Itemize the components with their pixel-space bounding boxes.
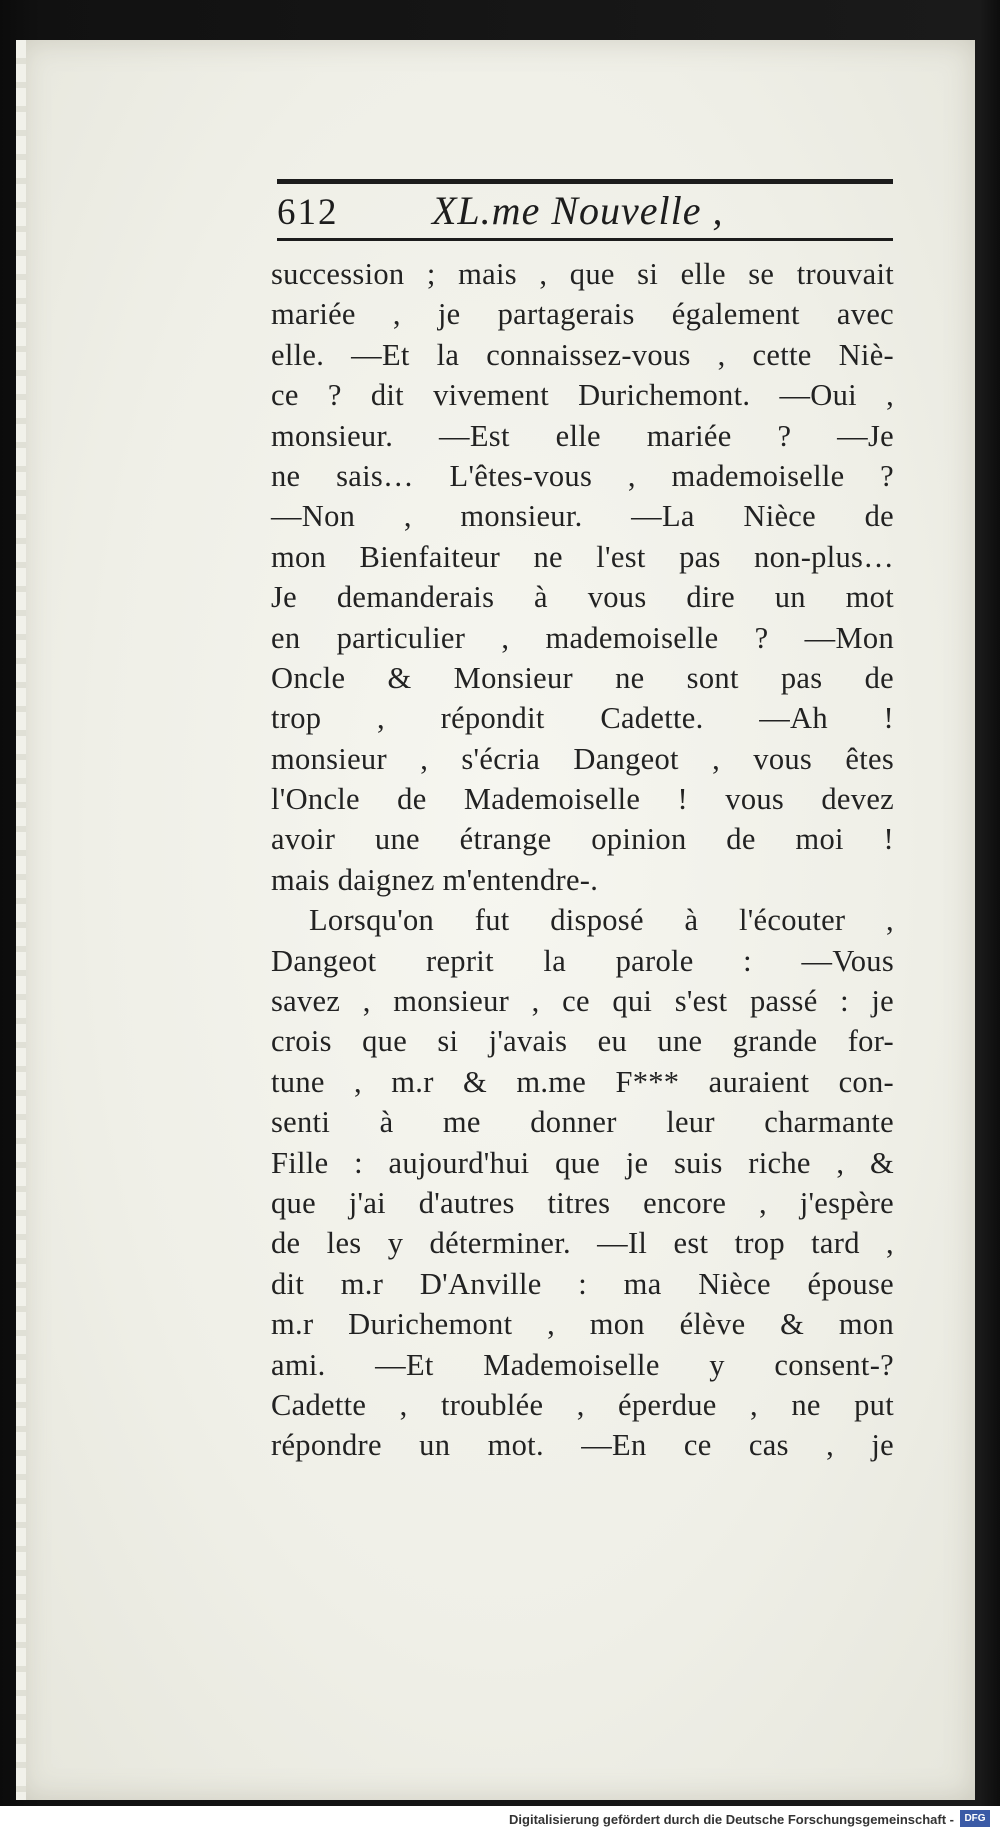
text-line: dit m.r D'Anville : ma Nièce épouse: [271, 1266, 894, 1301]
text-line: avoir une étrange opinion de moi !: [271, 822, 894, 857]
text-line: succession ; mais , que si elle se trouvait: [271, 257, 894, 291]
text-line: ami. —Et Mademoiselle y consent-?: [271, 1347, 894, 1382]
page-number: 612: [277, 192, 339, 233]
text-line: Je demanderais à vous dire un mot: [271, 580, 894, 615]
text-line: mariée , je partagerais également avec: [271, 297, 894, 332]
funding-credit: Digitalisierung gefördert durch die Deutsche Forschungsgemeinschaft -: [509, 1812, 954, 1827]
text-line: crois que si j'avais eu une grande for-: [271, 1024, 894, 1059]
page-header: [277, 179, 893, 243]
header-rule-bottom: [277, 238, 893, 241]
text-line: trop , répondit Cadette. —Ah !: [271, 701, 894, 736]
text-line: m.r Durichemont , mon élève & mon: [271, 1307, 894, 1342]
text-line: savez , monsieur , ce qui s'est passé : je: [271, 984, 894, 1019]
text-line: que j'ai d'autres titres encore , j'espère: [271, 1185, 894, 1220]
text-line: Fille : aujourd'hui que je suis riche , &: [271, 1145, 894, 1180]
text-line: Dangeot reprit la parole : —Vous: [271, 943, 894, 978]
text-line: répondre un mot. —En ce cas , je: [271, 1428, 894, 1463]
text-line: tune , m.r & m.me F*** auraient con-: [271, 1064, 894, 1099]
paragraph-start-line: Lorsqu'on fut disposé à l'écouter ,: [309, 903, 894, 938]
paragraph-end-line: mais daignez m'entendre-.: [271, 862, 599, 897]
text-line: elle. —Et la connaissez-vous , cette Niè-: [271, 337, 894, 372]
text-line: Cadette , troublée , éperdue , ne put: [271, 1387, 894, 1422]
text-line: en particulier , mademoiselle ? —Mon: [271, 620, 894, 655]
text-line: ce ? dit vivement Durichemont. —Oui ,: [271, 378, 894, 413]
text-line: l'Oncle de Mademoiselle ! vous devez: [271, 782, 894, 817]
text-line: ne sais… L'êtes-vous , mademoiselle ?: [271, 458, 894, 493]
text-line: de les y déterminer. —Il est trop tard ,: [271, 1226, 894, 1261]
running-title: XL.me Nouvelle ,: [432, 188, 724, 233]
text-line: mon Bienfaiteur ne l'est pas non-plus…: [271, 539, 894, 574]
text-line: monsieur. —Est elle mariée ? —Je: [271, 418, 894, 453]
dfg-logo: DFG: [960, 1810, 990, 1827]
text-line: monsieur , s'écria Dangeot , vous êtes: [271, 741, 894, 776]
text-line: —Non , monsieur. —La Nièce de: [271, 499, 894, 534]
header-rule-top: [277, 179, 893, 184]
body-text: [271, 254, 894, 1466]
text-line: Oncle & Monsieur ne sont pas de: [271, 660, 894, 695]
text-line: senti à me donner leur charmante: [271, 1105, 894, 1140]
